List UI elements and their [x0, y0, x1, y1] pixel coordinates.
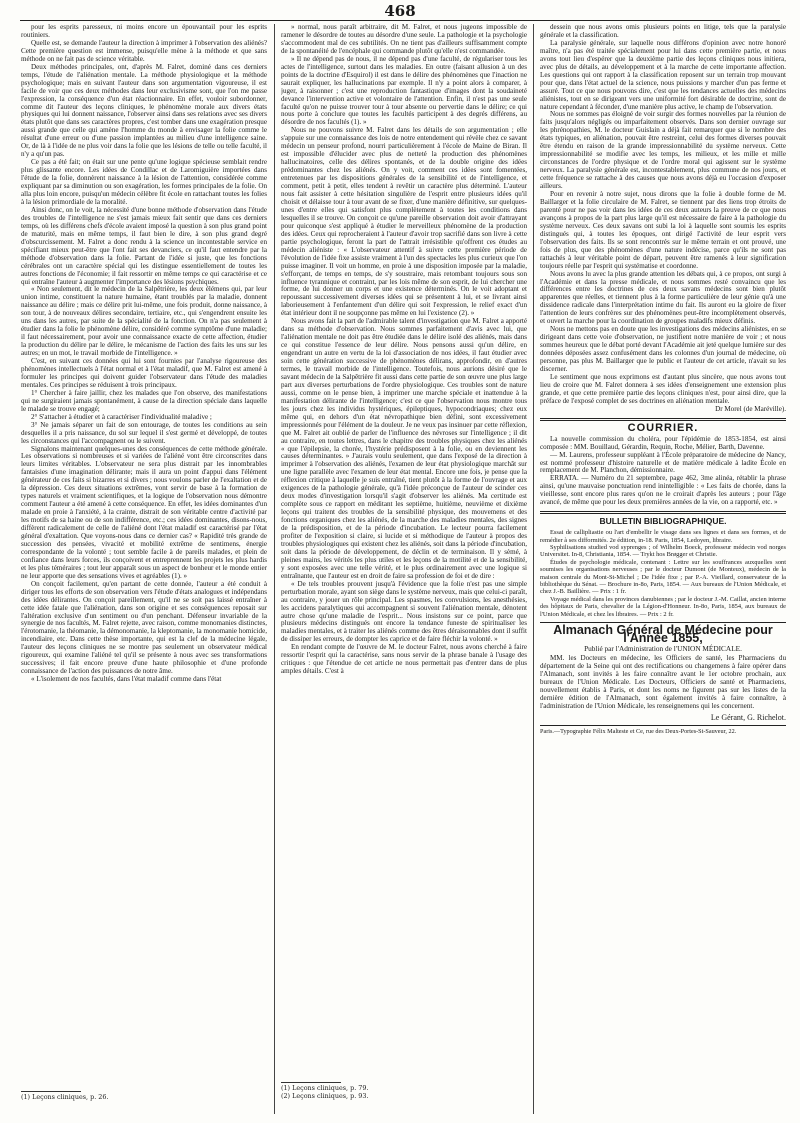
- footnote: (1) Leçons cliniques, p. 79.: [281, 1084, 369, 1092]
- paragraph: Essai de callipliastie ou l'art d'embellir le visage dans ses lignes et dans ses formes, et de remédier à ses difformités. 2e édition, in-18. Paris, 1854, Ledoyen, libraire.: [540, 529, 786, 544]
- bulletin-body: [540, 529, 786, 618]
- paragraph: ERRATA. — Numéro du 21 septembre, page 462, 3me alinéa, rétablir la phrase ainsi, qu'une mauvaise ponctuation rend inintelligible : « Les faits de chorée, dans la vieillesse, sont encore plus rares qu'on ne le croirait d'après les auteurs ; pour l'âge avancé, de même que pour les deux premières années de la vie, on a rapporté, etc. »: [540, 474, 786, 507]
- bulletin-heading: BULLETIN BIBLIOGRAPHIQUE.: [599, 516, 727, 527]
- paragraph: 3° Ne jamais séparer un fait de son entourage, de toutes les conditions au sein desquelles il a pris naissance, du sol sur lequel il s'est germé et développé, de toutes les circonstances qui l'accompagnent ou le suivent.: [21, 420, 267, 445]
- paragraph: Le sentiment que nous exprimons est d'autant plus sincère, que nous avons tout lieu de croire que M. Falret donnera à ses idées d'enseignement une extension plus grande, et que cette première partie des leçons cliniques n'est, pour ainsi dire, que la préface de l'exposé complet de ses doctrines en aliénation mentale.: [540, 372, 786, 405]
- section-rule: [540, 418, 786, 419]
- column-divider: [274, 24, 275, 1114]
- paragraph: La nouvelle commission du choléra, pour l'épidémie de 1853-1854, est ainsi composée : MM. Bouillaud, Gérardin, Requin, Roche, Mélier, Barth, Davenne.: [540, 434, 786, 451]
- paragraph: 1° Chercher à faire jaillir, chez les malades que l'on observe, des manifestations qui ne surgiraient jamais spontanément, à cause de la direction spéciale dans laquelle le malade se trouve engagé;: [21, 388, 267, 413]
- footnote-rule: [21, 1091, 81, 1092]
- paragraph: — M. Laurens, professeur suppléant à l'École préparatoire de médecine de Nancy, est nommé professeur d'histoire naturelle et de matière médicale à ladite École en remplacement de M. Planchon, démissionnaire.: [540, 450, 786, 475]
- paragraph: Quelle est, se demande l'auteur la direction à imprimer à l'observation des aliénés? Cette première question est immense, puisqu'elle mène à la méthode et que sans méthode on ne fait pas de science véritable.: [21, 38, 267, 63]
- paragraph: Nous ne mettons pas en doute que les investigations des médecins aliénistes, en se dirigeant dans cette voie d'observation, ne justifient notre manière de voir ; et nous sommes heureux que le débat porté devant l'Académie ait jeté quelque lumière sur des données déposées assez confusément dans les colonnes d'un journal de médecine, où personne, pas plus M. Baillarger que le public et l'auteur de cet article, n'avait su les discerner.: [540, 325, 786, 373]
- paragraph: Ainsi donc, on le voit, la nécessité d'une bonne méthode d'observation dans l'étude des troubles de l'intelligence ne s'est jamais mieux fait sentir que dans ces derniers temps, où les différens chefs d'école avaient imposé la question à son plus grand point de maturité, mais en même temps, il faut bien le dire, à son plus grand degré d'obscurcissement. M. Falret a donc rendu à la science un incontestable service en spécifiant mieux peut-être que l'ont fait ses devanciers, ce qu'il faut entendre par la méthode d'observation dans la folie. Partant de l'idée si juste, que les fonctions cérébrales ont un caractère spécial qui les distingue essentiellement de toutes les autres fonctions de l'économie; il fait ressortir en même temps ce qui caractérise et ce qui entraîne l'auteur à augmenter l'importance des lésions psychiques.: [21, 205, 267, 286]
- paragraph: C'est, en suivant ces données qui lui sont fournies par l'analyse rigoureuse des phénomènes intellectuels à l'état normal et à l'état maladif, que M. Falret est amené à formuler les principes qui doivent guider l'observateur dans l'étude des maladies mentales. Ces principes se réduisent à trois principaux.: [21, 357, 267, 389]
- paragraph: Signalons maintenant quelques-unes des conséquences de cette méthode générale. Les observations si nombreuses et si variées de l'aliéné vont être circonscrites dans leurs limites véritables. L'observateur ne sera plus distrait par les innombrables fantaisies d'une imagination délirante; mais il aura un point d'appui dans l'élément générateur de ces faits si bizarres et si divers ; nous voulons parler de l'exaltation et de la dépression. Ces deux situations extrêmes, vont servir de base à la formation de types naturels et vraiment scientifiques, et la logique de l'observation nous démontre comment l'auteur a été amené à cette conséquence. En effet, les idées dominantes d'un malade en proie à l'anxiété, à la crainte, distrait de son véritable centre d'activité par les motifs de sa haine ou de son indifférence, etc.; ces idées dominantes, disons-nous, diffèrent radicalement de celle de l'aliéné dont l'état maladif est caractérisé par l'état général d'exaltation. Que voyons-nous dans ce dernier cas? « Rapidité très grande de succession des pensées, vivacité et mobilité extrême de sentimens, énergie correspondante de la volonté ; tout semble facile à de pareils malades, et plein de confiance dans leurs forces, ils conçoivent et entreprennent les projets les plus hardis et les plus téméraires ; tout leur apparaît sous un aspect de bonheur et le monde entier ne leur apporte que des sensations vives et agréables (1). »: [21, 444, 267, 580]
- almanach-subtitle: Publié par l'Administration de l'UNION MÉDICALE.: [584, 643, 742, 653]
- paragraph: Deux méthodes principales, ont, d'après M. Falret, dominé dans ces derniers temps, l'étude de l'aliénation mentale. La méthode physiologique et la méthode psychologique; mais en suivant l'auteur dans son argumentation vigoureuse, il est facile de voir que ces deux méthodes dans leur exclusivisme sont, que l'on me passe l'expression, la conséquence d'un état réactionnaire. En effet, vouloir subordonner, comme dit l'auteur des leçons cliniques, le phénomène morale aux divers états physiques qui lui donnent naissance, l'observer ainsi dans ses relations avec ses divers états plutôt que dans ses caractères propres, c'est tomber dans une exagération presque aussi grande que celle qui amène l'homme du monde à envisager la folie comme le résultat d'une erreur ou d'une passion implantées au milieu d'une intelligence saine. Or, de là à l'idée de ne plus voir dans la folie que les lésions de telle ou telle faculté, il n'y a qu'un pas.: [21, 62, 267, 159]
- paragraph: Syphilisations studied vod syprenges ; of Wilhelm Boeck, professeur médecin vod norges Universitet. In-8, Christiania, 1854. — Trykt hos Brøgger et Christie.: [540, 544, 786, 559]
- paragraph: Études de psychologie médicale, contenant : Lettre sur les souffrances auxquelles sont soumises les organisations nerveuses ; par le docteur Dumont (de Monteux), médecin de la maison centrale du Mont-St-Michel ; De l'idée fixe ; par P.-A. Vieillard, conservateur de la bibliothèque du Sénat. — Brochure in-8o, Paris, 1854. — Aux bureaux de l'Union Médicale, et chez J.-B. Baillière. — Prix : 1 fr.: [540, 558, 786, 596]
- column-2: [281, 24, 527, 1114]
- paragraph: La paralysie générale, sur laquelle nous différons d'opinion avec notre honoré maître, n'a pas été traitée spécialement pour lui dans cette première partie, et nous avons tout lieu d'espérer que la deuxième partie des leçons cliniques nous initiera, avec plus de détails, au développement et à la marche de cette importante affection. Les questions qui ont rapport à la classification reposent sur un terrain trop mouvant pour que, dans l'état actuel de la science, nous puissions y marcher d'un pas ferme et assuré. Tout ce que nous pouvons dire, c'est que les tendances actuelles des médecins aliénistes, tout en se dirigeant vers une uniformité fort désirable de doctrine, sont de nature cependant à féconder, d'une manière plus active, le champ de l'observation.: [540, 38, 786, 111]
- paragraph: « Non seulement, dit le médecin de la Salpêtrière, les deux élémens qui, par leur union intime, constituent la nature humaine, étant troublés par la maladie, donnent naissance au délire ; mais ce délire prit lui-même, une fois produit, donne naissance, à son tour, à de nouveaux délires secondaire, tertiaire, etc., qui s'engendrent ensuite les uns dans les autres, par suite de la spécialité de la fonction. On n'a pas seulement à étudier dans la folie le phénomène délire, considéré comme symptôme d'une maladie; il faut nécessairement, pour avoir une connaissance exacte de cette affection, étudier la production du délire par le délire, le mécanisme de l'action des faits les uns sur les autres; en un mot, le travail morbide de l'intelligence. »: [21, 285, 267, 358]
- header-rule: [20, 20, 780, 21]
- paragraph: » normal, nous paraît arbitraire, dit M. Falret, et nous jugeons impossible de ramener le désordre de toutes au désordre d'une seule. La pathologie et la psychologie s'accommodent mal de ces subtilités. On ne tient pas d'ailleurs suffisamment compte de la spontanéité de l'encéphale qui commande plutôt qu'elle n'est commandée.: [281, 24, 527, 55]
- paragraph: On conçoit facilement, qu'en partant de cette donnée, l'auteur a été conduit à diriger tous les efforts de son observation vers l'étude d'états analogues et indépendans des idées délirantes. On conçoit pareillement, qu'il ne se soit pas laissé entraîner à cette idée fatale que l'aliénation, dans son origine et ses conséquences reposait sur l'altération exclusive d'un sentiment ou d'un penchant. Défenseur invariable de la synergie de nos facultés, M. Falret rejette, avec raison, comme monomanies distinctes, l'érotomanie, la théomanie, la démonomanie, la kleptomanie, la monomanie homicide, incendiaire, etc. Dans cette thèse importante, qui est la clef de la médecine légale, l'auteur des leçons cliniques ne se montre pas seulement un observateur médical rigoureux, qui examine l'aliéné tel qu'il se présente à nous avec ses transformations successives; il fait encore preuve d'une haute philosophie et d'une profonde connaissance de l'action des puissances de notre âme.: [21, 579, 267, 676]
- column-3-text: [540, 24, 786, 406]
- paragraph: 2° S'attacher à étudier et à caractériser l'individualité maladive ;: [31, 412, 212, 421]
- footnotes-column-2: [281, 1085, 527, 1100]
- almanach-text: MM. les Docteurs en médecine, les Officiers de santé, les Pharmaciens du département de la Seine qui ont des rectifications ou changemens à faire opérer dans l'Almanach, sont invités à les faire connaître avant le 1er octobre prochain, aux bureaux de l'Union Médicale. Les Docteurs, Officiers de santé et Pharmaciens, nouvellement établis à Paris, et dont les noms ne figurent pas sur les listes de la dernière édition de l'Almanach, sont également invités à faire connaître, à l'administration de l'Union Médicale, les renseignemens qui les concernent.: [540, 653, 786, 710]
- column-divider: [533, 24, 534, 1114]
- paragraph: « L'isolement de nos facultés, dans l'état maladif comme dans l'état: [31, 675, 222, 684]
- paragraph: « De tels troubles prouvent jusqu'à l'évidence que la folie n'est pas une simple perturbation morale, ayant son siège dans le système nerveux, mais que celui-ci paraît, au contraire, y jouer un rôle principal. Les spasmes, les convulsions, les anesthésies, les accidens paralytiques qui accompagnent si souvent l'aliénation mentale, dénotent autre chose qu'une maladie de l'esprit... Nous insistons sur ce point, parce que plusieurs médecins distingués ont encore la tendance funeste de spiritualiser les maladies mentales, et à traiter les aliénés comme des êtres déraisonnables dont il suffit de dissiper les erreurs, de dompter les caprice et de faire fléchir la volonté. »: [281, 579, 527, 644]
- paragraph: Nous ne pouvons suivre M. Falret dans les détails de son argumentation ; elle s'appuie sur une connaissance des lois de notre entendement qui révèle chez ce savant médecin un penseur profond, nourri particulièrement à l'école de Maine de Biran. Il est impossible d'élucider avec plus de netteté la production des phénomènes hallucinatoires, celle des délires spontanés, et de la double origine des idées prédominantes chez les aliénés. On y voit, comment ces idées sont fomentées, entretenues par les dispositions générales de la sensibilité et de l'intelligence, et comment, petit à petit, elles tendent à revêtir un caractère plus déterminé. L'auteur nous fait assister à cette hésitation singulière de l'esprit entre plusieurs idées qu'il choisit et délaisse tour à tour avant de se fixer, d'une manière définitive, sur quelques-unes d'entre elles qui satisfont plus complètement à toutes les conditions dans lesquelles il se trouve. On conçoit ce qu'une pareille observation doit avoir d'attrayant pour quiconque s'est appliqué à étudier le merveilleux phénomène de la production des idées. Ceux qui reprocheraient à l'auteur d'avoir trop sacrifié dans son livre à cette partie psychologique, feront la part de l'attrait irrésistible qu'offrent ces études au médecin aliéniste : « L'observateur attentif à suivre cette première période de l'évolution de l'idée fixe assiste vraiment à l'un des spectacles les plus curieux que l'on puisse imaginer. Il voit un homme, en proie à une disposition imposée par la maladie, s'efforçant, de temps en temps, de s'y soustraire, mais retombant toujours sous son influence tyrannique et contraint, par les lois même de son esprit, de lui chercher une forme, de lui donner un corps et une existence déterminés. On le voit adoptant et repoussant successivement diverses idées qui se présentent à lui, et se livrant ainsi laborieusement à l'enfantement d'un délire qui soit l'expression, le relief exact d'un état intérieur dont il ne soupçonne pas même en lui l'existence (2). »: [281, 126, 527, 318]
- footnote: (1) Leçons cliniques, p. 26.: [21, 1093, 109, 1101]
- paragraph: Pour en revenir à notre sujet, nous dirons que la folie à double forme de M. Baillarger et la folie circulaire de M. Falret, se tiennent par des liens trop étroits de parenté pour ne pas voir dans les idées de ces deux auteurs la preuve de ce que nous avançons à propos de la part plus large qu'il est nécessaire de faire à la pathologie du système nerveux. Ces deux savans ont subi la loi à laquelle sont soumis les esprits distingués qui, à toutes les époques, ont dirigé l'activité de leur esprit vers l'observation des faits. Ils se sont rencontrés sur le même terrain et ont prouvé, une fois de plus, que des phénomènes d'une nature indécise, parce qu'ils ne sont pas rattachés à leur véritable point de départ, peuvent être ramenés à leur signification toujours réelle par l'esprit qui systématise et coordonne.: [540, 190, 786, 270]
- paragraph: » Il ne dépend pas de nous, il ne dépend pas d'une faculté, de régulariser tous les actes de l'intelligence, surtout dans les maladies. En outre (faisant allusion à un des points de la doctrine d'Esquirol) il est dans le délire des phénomènes que l'inaction ne saurait expliquer, les hallucinations par exemple. Il n'y a point alors à comparer, à juger, à raisonner ; c'est une reproduction fantastique d'images dont la soudaineté devance l'intervention active et volontaire de l'attention. Enfin, il n'est pas une seule faculté qu'on ne puisse trouver tour à tour absente ou pervertie dans le délire; ce qui nous porte à conclure que toutes les facultés participent à des degrés différens, au désordre de nos facultés (1). »: [281, 54, 527, 127]
- paragraph: En rendant compte de l'œuvre de M. le docteur Falret, nous avons cherché à faire ressortir l'esprit qui la caractérise, sans nous servir de la phrase banale à l'usage des critiques : que l'étendue de cet article ne nous permettait pas d'entrer dans de plus amples détails. C'est à: [281, 643, 527, 676]
- footnote: (2) Leçons cliniques, p. 93.: [281, 1091, 369, 1100]
- paragraph: pour les esprits paresseux, ni moins encore un épouvantail pour les esprits routiniers.: [21, 24, 267, 39]
- footnote-rule: [281, 1082, 341, 1083]
- paragraph: Nous ne sommes pas éloigné de voir surgir des formes nouvelles par la réunion de faits jusqu'alors négligés ou imparfaitement observés. Dans son dernier ouvrage sur les phrénopathies, M. le docteur Guislain a déjà fait remarquer que si le nombre des états typiques, en aliénation, pouvait être restreint, celui des formes diverses pouvait être étendu en raison de la grande impressionnabilité du système nerveux. Cette impressionnabilité se modifie avec les temps, les milieux, et les mille et mille circonstances de l'ordre physique et de l'ordre moral qui agissent sur le système nerveux. La paralysie générale est, incontestablement, plus commune de nos jours, et cette fréquence se rattache à des causes que nous avons déjà eu l'occasion d'exposer ailleurs.: [540, 110, 786, 191]
- column-3: [540, 24, 786, 1114]
- paragraph: Ce pas a été fait; on était sur une pente qu'une logique spécieuse semblait rendre plus glissante encore. Les idées de Condillac et de Laromiguière importées dans l'étude de la folie, donnèrent naissance à la lésion de l'attention, considérée comme expliquant par sa diminution ou son exagération, les formes principales de la folie. On alla plus loin encore, puisqu'un médecin célèbre fit école en rattachant toutes les folies à la lésion primordiale de la moralité.: [21, 158, 267, 206]
- paragraph: Nous avons lu avec la plus grande attention les débats qui, à ce propos, ont surgi à l'Académie et dans la presse médicale, et nous sommes resté convaincu que les différences entre les doctrines de ces deux savans médecins sont bien plutôt apparentes que réelles, et tiennent plus à la forme particulière de leur génie qu'à une dissidence radicale dans l'interprétation intime du fait. Ils auront eu la gloire de fixer l'attention de leurs confrères sur des phénomènes peut-être incomplètement observés, et ouvert la marche pour la coordination de groupes maladifs mieux définis.: [540, 269, 786, 326]
- signature: Dr Morel (de Maréville).: [715, 404, 786, 413]
- page-number: 468: [384, 2, 416, 20]
- courrier-body: [540, 436, 786, 508]
- paragraph: Voyage médical dans les provinces danubiennes ; par le docteur J.-M. Caillat, ancien interne des hôpitaux de Paris, chevalier de la Légion-d'Honneur. In-8o, Paris, 1854, aux bureaux de l'Union Médicale, et chez les libraires. — Prix : 2 fr.: [540, 595, 786, 618]
- imprimerie: Paris.—Typographie Félix Malteste et Ce, rue des Deux-Portes-St-Sauveur, 22.: [540, 725, 786, 736]
- gerant: Le Gérant, G. Richelot.: [710, 712, 786, 722]
- paragraph: dessein que nous avons omis plusieurs points en litige, tels que la paralysie générale et la classification.: [540, 24, 786, 39]
- paragraph: Nous avons fait la part de l'admirable talent d'investigation que M. Falret a apporté dans sa méthode d'observation. Nous sommes parfaitement d'avis avec lui, que l'aliénation mentale ne doit pas être étudiée dans le délire isolé des aliénés, mais dans ce qui constitue l'essence de leur délire. Nous pensons aussi qu'un délire, en engendrant un autre en vertu de la loi d'association de nos idées, il faut étudier avec soin cette génération successive de phénomènes délirans, approfondir, en d'autres termes, le travail morbide de l'intelligence. Toutefois, nous aurions désiré que le savant médecin de la Salpêtrière fit aussi dans cette partie de son œuvre une plus large part aux diverses perturbations de l'ordre physiologique. Ces troubles sont de nature aussi, comme on le pense bien, à imprimer une marche spéciale et inattendue à la manifestation délirante de l'intelligence; c'est ce que l'observation nous montre tous les jours chez les individus hystériques, épileptiques, hypocondriaques; chez eux même qui, en dehors d'un état névropathique bien défini, sont excessivement impressionnés pour l'élément de la douleur. Je ne veux pas insinuer par cette réflexion, que M. Falret ait oublié de parler de l'influence des névroses sur l'intelligence ; il dit au contraire, en toutes lettres, dans le chapitre des troubles physiques chez les aliénés « que l'épilepsie, la chorée, l'hystérie prédisposent à la folie, ou en deviennent les causes déterminantes. » J'aurais voulu seulement, que dans l'exposé de la direction à imprimer à l'observation des aliénés, l'examen de leur état physiologique marchât sur une ligne parallèle avec l'examen de leur état mental. Encore une fois, je pense que la réflexion critique à laquelle je suis entraîné, tient plutôt à la forme de l'ouvrage et aux exigences de la pathologie générale, qu'à l'idée préconçue de l'auteur de scinder ces deux modes d'investigation lorsqu'il s'agit d'observer les aliénés. Ma certitude est complète sous ce rapport en méditant les septième, huitième, neuvième et dixième leçons qui traitent des troubles de la sensibilité physique, des mouvemens et des fonctions organiques chez les aliénés, de la marche des maladies mentales, des signes de la prédisposition, et de la période d'incubation. Le lecteur pourra facilement profiter de l'exposition si claire, si lucide et si méthodique de l'auteur à propos des troubles physiologiques qui existent chez les aliénés, soit dans la période d'incubation, soit dans la période de développement, de déclin et de terminaison. Il y sèmé, à pleines mains, les vérités les plus utiles et les leçons de la motilité et de la sensibilité, y sont exposées avec une telle vérité, et le plus ordinairement avec une logique si entraînante, que l'auteur est en droit de faire sa profession de foi et de dire :: [281, 317, 527, 580]
- column-1: [21, 24, 267, 1114]
- courrier-heading: COURRIER.: [627, 421, 699, 434]
- almanach-heading: Almanach Général de Médecine pour l'Année 1855,: [553, 623, 773, 646]
- section-rule: [540, 511, 786, 512]
